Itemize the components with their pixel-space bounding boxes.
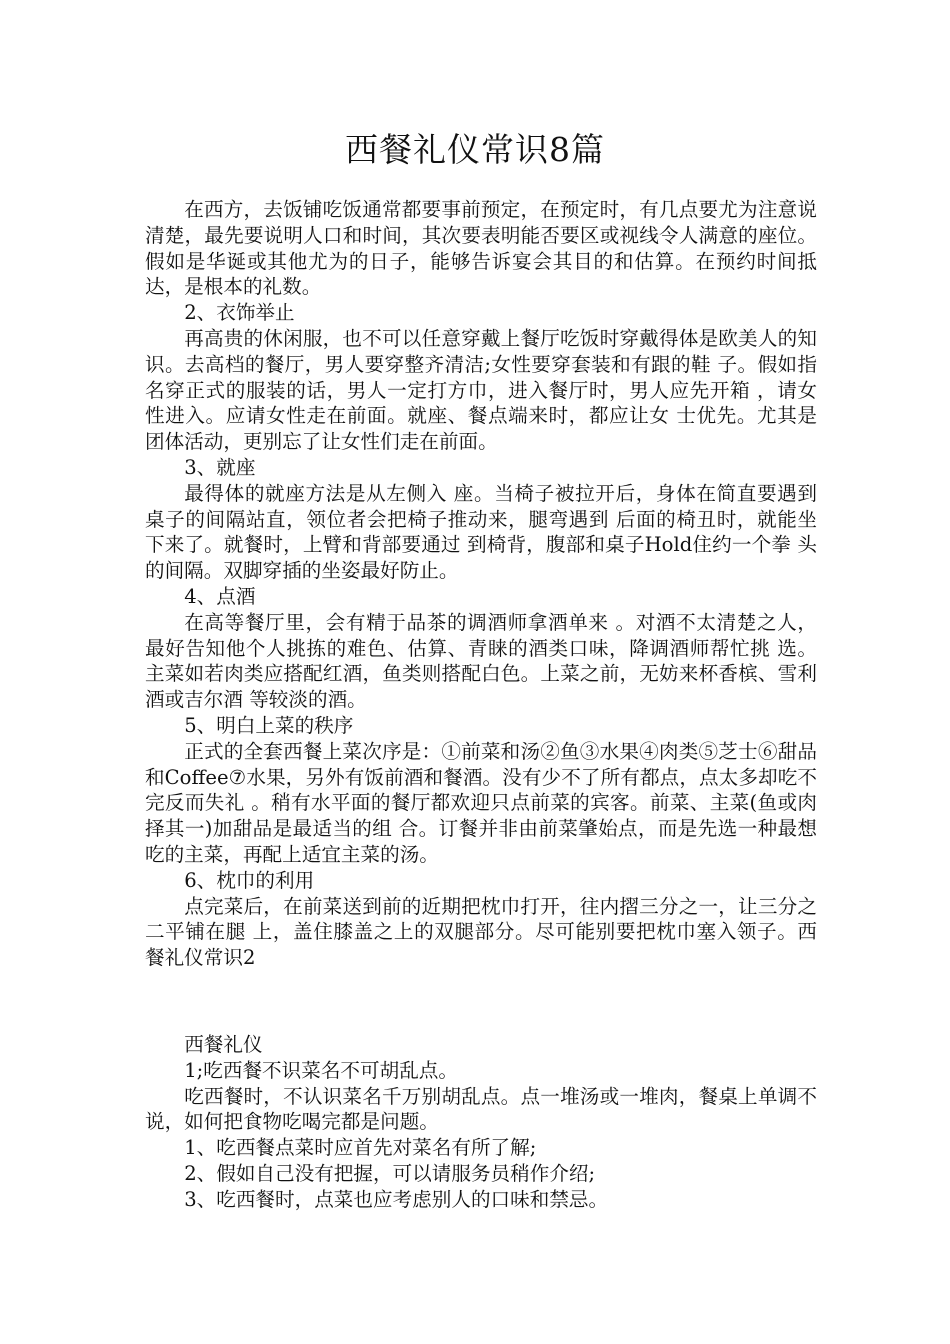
section-heading-course-order: 5、明白上菜的秩序 (184, 713, 354, 737)
section-paragraph-attire: 再高贵的休闲服，也不可以任意穿戴上餐厅吃饭时穿戴得体是欧美人的知识。去高档的餐厅，男人要穿整齐清洁;女性要穿套装和有跟的鞋 子。假如指名穿正式的服装的话，男人一定打方巾，进入餐厅时，男人应先开箱 ，请女性进入。应请女性走在前面。就座、餐点端来时，都应让女 士优先。尤其是团体活动，更别忘了让女性们走在前面。 (145, 326, 817, 454)
section-paragraph-wine: 在高等餐厅里，会有精于品茶的调酒师拿酒单来 。对酒不太清楚之人，最好告知他个人挑拣的难色、估算、青睐的酒类口味，降调酒师帮忙挑 选。主菜如若肉类应搭配红酒，鱼类则搭配白色。上菜之前，无妨来杯香槟、雪利酒或吉尔酒 等较淡的酒。 (145, 610, 817, 712)
section-paragraph-course-order: 正式的全套西餐上菜次序是：①前菜和汤②鱼③水果④肉类⑤芝士⑥甜品和Coffee⑦水果，另外有饭前酒和餐酒。没有少不了所有都点，点太多却吃不完反而失礼 。稍有水平面的餐厅都欢迎只点前菜的宾客。前菜、主菜(鱼或肉择其一)加甜品是最适当的组 合。订餐并非由前菜肇始点，而是先选一种最想吃的主菜，再配上适宜主菜的汤。 (145, 739, 817, 866)
section-heading-seating: 3、就座 (184, 455, 256, 479)
document-title: 西餐礼仪常识8篇 (345, 130, 605, 169)
list-item: 3、吃西餐时，点菜也应考虑别人的口味和禁忌。 (184, 1187, 609, 1211)
section2-paragraph: 吃西餐时，不认识菜名千万别胡乱点。点一堆汤或一堆肉，餐桌上单调不说，如何把食物吃喝完都是问题。 (145, 1084, 817, 1134)
list-item: 2、假如自己没有把握，可以请服务员稍作介绍; (184, 1161, 596, 1185)
section2-subheading: 1;吃西餐不识菜名不可胡乱点。 (184, 1058, 458, 1082)
section-paragraph-napkin: 点完菜后，在前菜送到前的近期把枕巾打开，往内摺三分之一，让三分之二平铺在腿 上，盖住膝盖之上的双腿部分。尽可能别要把枕巾塞入领子。西餐礼仪常识2 (145, 894, 817, 970)
section2-heading: 西餐礼仪 (184, 1032, 263, 1056)
document-body (145, 197, 817, 1212)
section-heading-napkin: 6、枕巾的利用 (184, 868, 315, 892)
section-paragraph-seating: 最得体的就座方法是从左侧入 座。当椅子被拉开后，身体在简直要遇到桌子的间隔站直，领位者会把椅子推动来，腿弯遇到 后面的椅丑时，就能坐下来了。就餐时，上臂和背部要通过 到椅背，腹部和桌子Hold住约一个拳 头的间隔。双脚穿插的坐姿最好防止。 (145, 481, 817, 583)
section-heading-attire: 2、衣饰举止 (184, 301, 295, 325)
section-heading-wine: 4、点酒 (184, 584, 256, 608)
intro-paragraph: 在西方，去饭铺吃饭通常都要事前预定，在预定时，有几点要尤为注意说清楚，最先要说明人口和时间，其次要表明能否要区或视线令人满意的座位。假如是华诞或其他尤为的日子，能够告诉宴会其目的和估算。在预约时间抵达，是根本的礼数。 (145, 198, 817, 299)
section-spacer (145, 971, 817, 1032)
list-item: 1、吃西餐点菜时应首先对菜名有所了解; (184, 1136, 537, 1160)
